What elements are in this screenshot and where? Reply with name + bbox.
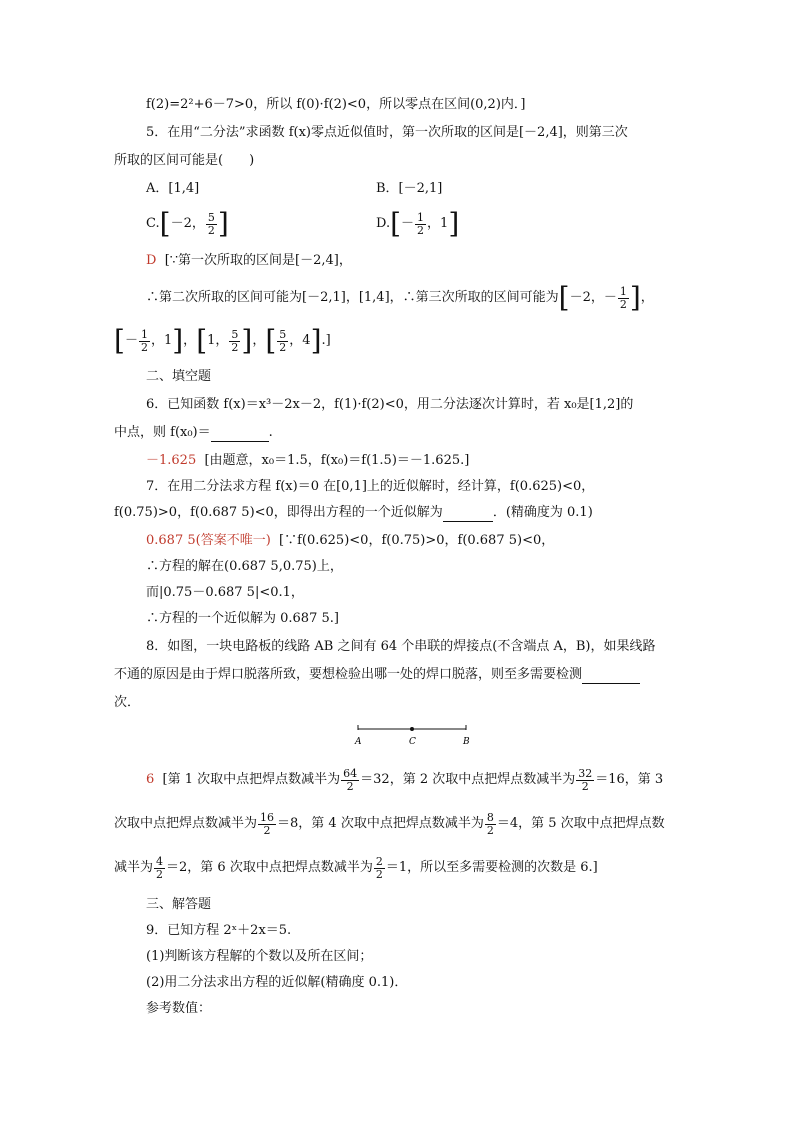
fraction: $\frac{5}{2}$ <box>207 210 215 237</box>
label-a: A <box>355 737 362 747</box>
point-c <box>410 727 414 731</box>
question-8-line-2: 不通的原因是由于焊口脱落所致，要想检验出哪一处的焊口脱落，则至多需要检测 <box>114 666 640 684</box>
answer-8-line-1: 6 [第 1 次取中点把焊点数减半为 $\frac{64}{2}$ ＝32，第 2 次取中点把焊点数减半为 $\frac{32}{2}$ ＝16，第 3 <box>146 766 664 793</box>
question-8-line-3: 次． <box>114 695 141 710</box>
section-3-heading: 三、解答题 <box>146 897 212 912</box>
fraction: $\frac{1}{2}$ <box>417 210 425 237</box>
answer-7-line-4: ∴方程的一个近似解为 0.687 5.] <box>146 611 339 626</box>
answer-5-line-3: [ － $\frac{1}{2}$ ，1 ] ， [ 1， $\frac{5}{2}$ ] ， [ $\frac{5}{2}$ ，4 ] .] <box>114 324 331 357</box>
answer-8-line-2: 次取中点把焊点数减半为 $\frac{16}{2}$ ＝8，第 4 次取中点把焊点数减半为 $\frac{8}{2}$ ＝4，第 5 次取中点把焊点数 <box>114 810 665 837</box>
answer-5-line-1: D [∵第一次所取的区间是[－2,4]， <box>146 253 352 268</box>
answer-7-line-3: 而|0.75－0.687 5|<0.1， <box>146 585 304 600</box>
question-7-line-1: 7．在用二分法求方程 f(x)＝0 在[0,1]上的近似解时，经计算，f(0.625)<0， <box>146 479 595 494</box>
question-6-line-2: 中点，则 f(x₀)＝ . <box>114 425 273 440</box>
option-a: A．[1,4] <box>146 181 200 196</box>
label-b: B <box>463 737 470 747</box>
answer-6: －1.625 [由题意，x₀＝1.5，f(x₀)＝f(1.5)＝－1.625.] <box>146 453 470 468</box>
answer-blank <box>443 507 493 522</box>
circuit-figure <box>350 722 480 750</box>
question-9-part-2: (2)用二分法求出方程的近似解(精确度 0.1)． <box>146 975 408 990</box>
option-d: D. [ － $\frac{1}{2}$ ，1 ] <box>376 207 460 240</box>
question-7-line-2: f(0.75)>0，f(0.687 5)<0，即得出方程的一个近似解为 ．(精确度为 0.1) <box>114 505 593 520</box>
label-c: C <box>409 737 416 747</box>
prev-answer-tail: f(2)=2²+6－7>0，所以 f(0)·f(2)<0，所以零点在区间(0,2)内．] <box>146 97 526 112</box>
question-5-line-1: 5．在用“二分法”求函数 f(x)零点近似值时，第一次所取的区间是[－2,4]，则第三次 <box>146 125 628 140</box>
question-8-line-1: 8．如图，一块电路板的线路 AB 之间有 64 个串联的焊接点(不含端点 A，B)，如果线路 <box>146 639 656 654</box>
option-b: B．[－2,1] <box>376 181 443 196</box>
answer-5-line-2: ∴第二次所取的区间可能为[－2,1]，[1,4]，∴第三次所取的区间可能为 [ －2，－ $\frac{1}{2}$ ] ， <box>146 281 654 314</box>
question-9-stem: 9．已知方程 2ˣ＋2x＝5. <box>146 923 292 938</box>
option-c: C. [ －2， $\frac{5}{2}$ ] <box>146 207 229 240</box>
question-6-line-1: 6．已知函数 f(x)＝x³－2x－2，f(1)·f(2)<0，用二分法逐次计算时，若 x₀是[1,2]的 <box>146 397 634 412</box>
section-2-heading: 二、填空题 <box>146 369 212 384</box>
answer-blank <box>211 427 269 442</box>
answer-8-line-3: 减半为 $\frac{4}{2}$ ＝2，第 6 次取中点把焊点数减半为 $\frac{2}{2}$ ＝1，所以至多需要检测的次数是 6.] <box>114 854 598 881</box>
answer-7-line-2: ∴方程的解在(0.687 5,0.75)上， <box>146 559 343 574</box>
answer-blank <box>582 669 640 684</box>
question-9-part-1: (1)判断该方程解的个数以及所在区间； <box>146 949 373 964</box>
answer-7-line-1: 0.687 5(答案不唯一) [∵f(0.625)<0，f(0.75)>0，f(0.687 5)<0， <box>146 533 555 548</box>
reference-values-label: 参考数值： <box>146 1001 212 1016</box>
question-5-line-2: 所取的区间可能是( ) <box>114 153 255 168</box>
